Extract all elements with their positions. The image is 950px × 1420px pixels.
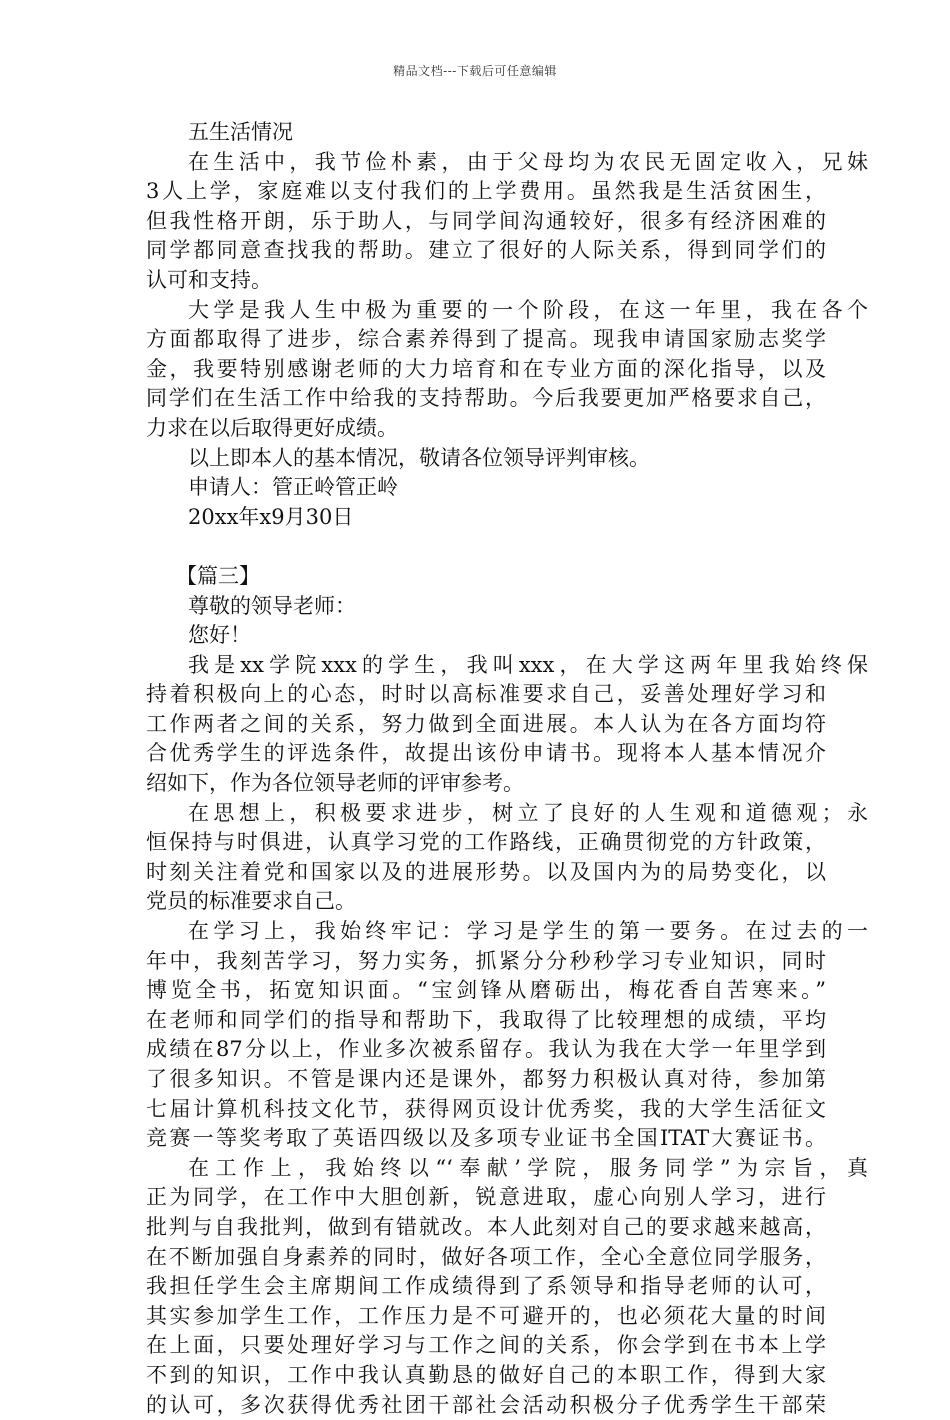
page-header: 精品文档---下载后可任意编辑 [393, 64, 557, 78]
paragraph-line: 博览全书，拓宽知识面。“宝剑锋从磨砺出，梅花香自苦寒来。” [146, 978, 826, 1003]
paragraph-line: 成绩在87分以上，作业多次被系留存。我认为我在大学一年里学到 [146, 1037, 826, 1062]
paragraph-line: 合优秀学生的评选条件，故提出该份申请书。现将本人基本情况介 [146, 741, 826, 766]
paragraph-line: 工作两者之间的关系，努力做到全面进展。本人认为在各方面均符 [146, 711, 826, 736]
paragraph-line: 七届计算机科技文化节，获得网页设计优秀奖，我的大学生活征文 [146, 1096, 826, 1121]
document-date: 20xx年x9月30日 [188, 504, 354, 529]
paragraph-line: 同学都同意查找我的帮助。建立了很好的人际关系，得到同学们的 [146, 238, 826, 263]
greeting: 您好！ [188, 623, 251, 648]
paragraph-line: 我担任学生会主席期间工作成绩得到了系领导和指导老师的认可， [146, 1274, 826, 1299]
paragraph-line: 3人上学，家庭难以支付我们的上学费用。虽然我是生活贫困生， [146, 179, 826, 204]
document-body [146, 118, 868, 1420]
paragraph-line: 在学习上，我始终牢记：学习是学生的第一要务。在过去的一 [188, 919, 868, 944]
paragraph-line: 党员的标准要求自己。 [146, 889, 356, 914]
paragraph-line: 在上面，只要处理好学习与工作之间的关系，你会学到在书本上学 [146, 1333, 826, 1358]
paragraph-line: 的认可，多次获得优秀社团干部社会活动积极分子优秀学生干部荣 [146, 1392, 826, 1417]
paragraph-line: 认可和支持。 [146, 267, 272, 292]
paragraph-line: 在生活中，我节俭朴素，由于父母均为农民无固定收入，兄妹 [188, 149, 868, 174]
paragraph-line: 在不断加强自身素养的同时，做好各项工作，全心全意位同学服务， [146, 1244, 826, 1269]
paragraph-line: 恒保持与时俱进，认真学习党的工作路线，正确贯彻党的方针政策， [146, 830, 826, 855]
paragraph-line: 持着积极向上的心态，时时以高标准要求自己，妥善处理好学习和 [146, 682, 826, 707]
paragraph-line: 以上即本人的基本情况，敬请各位领导评判审核。 [188, 445, 650, 470]
paragraph-line: 竞赛一等奖考取了英语四级以及多项专业证书全国ITAT大赛证书。 [146, 1126, 826, 1151]
paragraph-line: 其实参加学生工作，工作压力是不可避开的，也必须花大量的时间 [146, 1303, 826, 1328]
paragraph-line: 正为同学，在工作中大胆创新，锐意进取，虚心向别人学习，进行 [146, 1185, 826, 1210]
paragraph-line: 不到的知识，工作中我认真勤恳的做好自己的本职工作，得到大家 [146, 1362, 826, 1387]
section-heading: 五生活情况 [188, 120, 293, 144]
paragraph-line: 金，我要特别感谢老师的大力培育和在专业方面的深化指导，以及 [146, 356, 826, 381]
paragraph-line: 时刻关注着党和国家以及的进展形势。以及国内为的局势变化，以 [146, 859, 826, 884]
paragraph-line: 在思想上，积极要求进步，树立了良好的人生观和道德观；永 [188, 800, 868, 825]
paragraph-line: 在老师和同学们的指导和帮助下，我取得了比较理想的成绩，平均 [146, 1007, 826, 1032]
paragraph-line: 批判与自我批判，做到有错就改。本人此刻对自己的要求越来越高， [146, 1214, 826, 1239]
paragraph-line: 力求在以后取得更好成绩。 [146, 415, 398, 440]
paragraph-line: 方面都取得了进步，综合素养得到了提高。现我申请国家励志奖学 [146, 327, 826, 352]
paragraph-line: 了很多知识。不管是课内还是课外，都努力积极认真对待，参加第 [146, 1067, 826, 1091]
paragraph-line: 绍如下，作为各位领导老师的评审参考。 [146, 771, 524, 796]
paragraph-line: 我是xx学院xxx的学生，我叫xxx，在大学这两年里我始终保 [188, 652, 868, 677]
salutation: 尊敬的领导老师： [188, 593, 356, 618]
paragraph-line: 年中，我刻苦学习，努力实务，抓紧分分秒秒学习专业知识，同时 [146, 948, 826, 973]
paragraph-line: 但我性格开朗，乐于助人，与同学间沟通较好，很多有经济困难的 [146, 208, 826, 233]
paragraph-line: 同学们在生活工作中给我的支持帮助。今后我要更加严格要求自己， [146, 386, 826, 411]
paragraph-line: 大学是我人生中极为重要的一个阶段，在这一年里，我在各个 [188, 297, 868, 322]
blank-line [146, 532, 826, 562]
section-title: 【篇三】 [176, 563, 260, 588]
applicant-signature: 申请人：管正岭管正岭 [188, 475, 398, 500]
paragraph-line: 在工作上，我始终以“‘奉献’学院，服务同学”为宗旨，真 [188, 1155, 868, 1180]
